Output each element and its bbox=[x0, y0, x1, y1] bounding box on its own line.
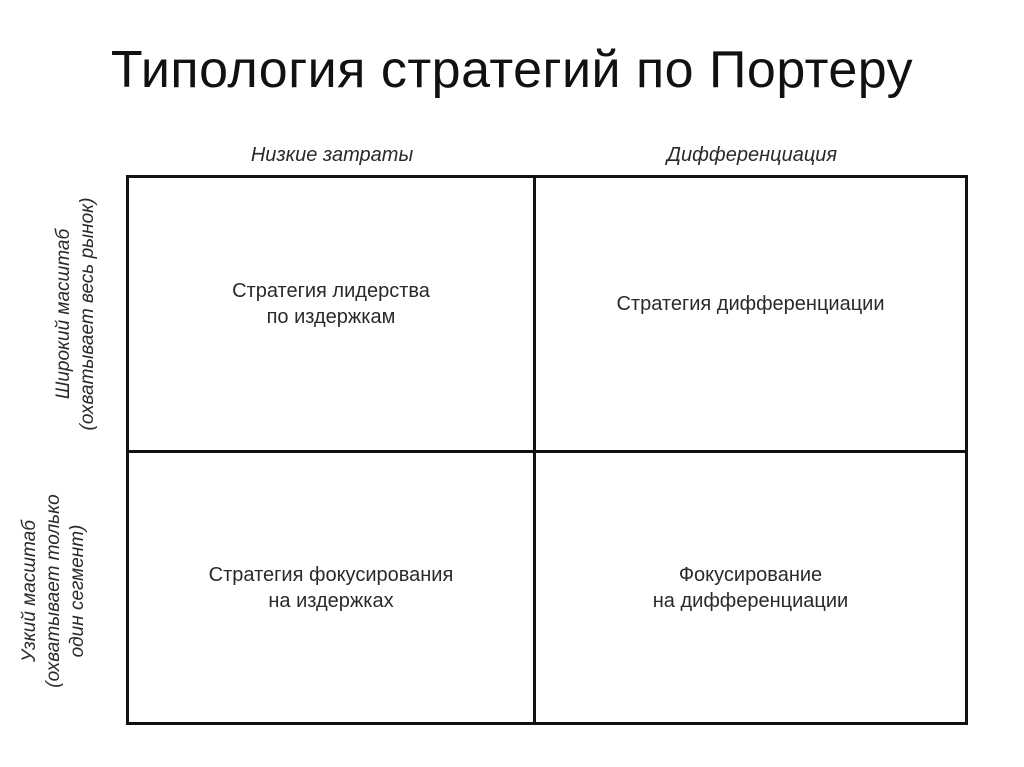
row-header-narrow-scope bbox=[18, 456, 102, 726]
cell-differentiation-label: Стратегия дифференциации bbox=[616, 293, 885, 315]
cell-differentiation-focus bbox=[536, 453, 965, 722]
cell-differentiation-focus-label: Фокусирование на дифференциации bbox=[652, 563, 849, 612]
cell-cost-focus-label: Стратегия фокусирования на издержках bbox=[208, 563, 454, 612]
cell-cost-leadership-label: Стратегия лидерства по издержкам bbox=[232, 280, 430, 328]
strategy-matrix bbox=[126, 175, 968, 725]
cell-differentiation bbox=[536, 178, 965, 453]
row-header-broad-scope-line-2: (охватывает весь рынок) bbox=[77, 197, 98, 431]
row-header-broad-scope-line-1: Широкий масштаб bbox=[53, 228, 74, 400]
row-header-narrow-scope-line-3: один сегмент) bbox=[67, 524, 88, 658]
cell-cost-focus bbox=[129, 453, 536, 722]
column-header-differentiation: Дифференциация bbox=[666, 144, 838, 166]
row-header-narrow-scope-line-2: (охватывает только bbox=[43, 494, 64, 688]
column-header-low-cost: Низкие затраты bbox=[250, 144, 414, 166]
slide-title: Типология стратегий по Портеру bbox=[110, 41, 914, 99]
row-header-broad-scope bbox=[52, 174, 110, 454]
row-header-narrow-scope-line-1: Узкий масштаб bbox=[19, 520, 40, 662]
cell-cost-leadership bbox=[129, 178, 536, 453]
